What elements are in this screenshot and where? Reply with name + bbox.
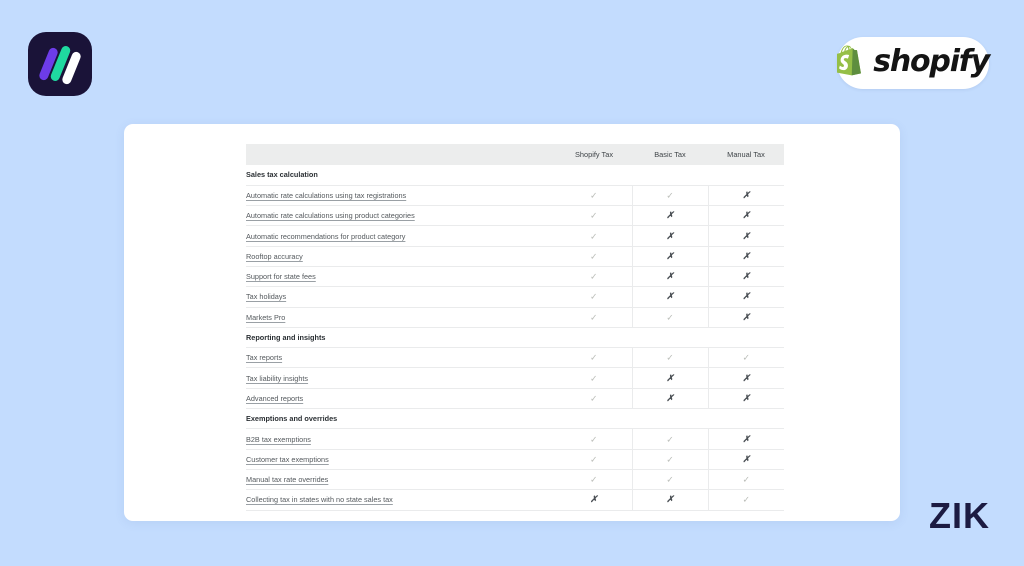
check-icon: ✓ <box>589 271 598 282</box>
check-icon: ✓ <box>589 454 598 465</box>
cross-icon: ✗ <box>742 210 751 221</box>
cross-icon-cell <box>708 449 784 469</box>
feature-label-cell <box>246 388 556 408</box>
check-icon: ✓ <box>589 373 598 384</box>
cross-icon-cell <box>632 388 708 408</box>
check-icon: ✓ <box>589 190 598 201</box>
cross-icon-cell <box>632 368 708 388</box>
cross-icon-cell <box>632 266 708 286</box>
feature-label-cell <box>246 266 556 286</box>
cross-icon-cell <box>632 226 708 246</box>
cross-icon: ✗ <box>666 291 674 302</box>
table-header <box>246 144 784 165</box>
check-icon-cell <box>556 246 632 266</box>
feature-link[interactable]: Automatic recommendations for product category <box>246 231 406 241</box>
feature-link[interactable]: Manual tax rate overrides <box>246 475 329 485</box>
zik-app-icon <box>28 32 92 96</box>
check-icon: ✓ <box>589 231 598 242</box>
check-icon-cell <box>708 490 784 510</box>
table-row <box>246 368 784 388</box>
check-icon-cell <box>632 469 708 489</box>
empty-cell <box>708 327 784 347</box>
feature-label-cell <box>246 226 556 246</box>
feature-link[interactable]: Tax reports <box>246 353 283 363</box>
cross-icon-cell <box>708 185 784 205</box>
cross-icon: ✗ <box>589 494 598 505</box>
table-row <box>246 449 784 469</box>
shopify-logo <box>837 37 989 89</box>
table-row <box>246 307 784 327</box>
check-icon-cell <box>556 185 632 205</box>
cross-icon: ✗ <box>742 453 751 464</box>
check-icon-cell <box>556 266 632 286</box>
cross-icon: ✗ <box>742 291 751 302</box>
tax-plan-comparison-table <box>246 144 784 511</box>
check-icon-cell <box>556 469 632 489</box>
column-header-shopify-tax: Shopify Tax <box>556 144 632 165</box>
feature-link[interactable]: Collecting tax in states with no state sales tax <box>246 495 393 505</box>
check-icon: ✓ <box>589 210 598 221</box>
column-header-basic-tax: Basic Tax <box>632 144 708 165</box>
check-icon-cell <box>556 206 632 226</box>
cross-icon: ✗ <box>742 311 751 322</box>
feature-label-cell <box>246 449 556 469</box>
feature-link[interactable]: Tax holidays <box>246 292 287 302</box>
feature-label-cell <box>246 368 556 388</box>
cross-icon-cell <box>632 206 708 226</box>
cross-icon-cell <box>708 266 784 286</box>
empty-cell <box>632 327 708 347</box>
feature-label-cell <box>246 185 556 205</box>
cross-icon-cell <box>708 246 784 266</box>
check-icon: ✓ <box>589 251 598 262</box>
feature-link[interactable]: Automatic rate calculations using tax registrations <box>246 190 407 200</box>
check-icon-cell <box>632 307 708 327</box>
feature-label-cell <box>246 246 556 266</box>
check-icon-cell <box>708 348 784 368</box>
check-icon-cell <box>556 449 632 469</box>
check-icon: ✓ <box>589 352 598 363</box>
cross-icon: ✗ <box>666 230 674 241</box>
check-icon: ✓ <box>742 474 751 485</box>
check-icon: ✓ <box>666 454 674 465</box>
check-icon: ✓ <box>589 474 598 485</box>
empty-cell <box>708 165 784 185</box>
feature-link[interactable]: Automatic rate calculations using product categories <box>246 211 415 221</box>
check-icon-cell <box>632 185 708 205</box>
feature-link[interactable]: Rooftop accuracy <box>246 251 303 261</box>
cross-icon: ✗ <box>666 210 674 221</box>
cross-icon: ✗ <box>666 372 674 383</box>
cross-icon-cell <box>708 307 784 327</box>
section-label: Exemptions and overrides <box>246 409 556 429</box>
section-label: Reporting and insights <box>246 327 556 347</box>
cross-icon-cell <box>708 287 784 307</box>
cross-icon: ✗ <box>742 250 751 261</box>
cross-icon: ✗ <box>742 271 751 282</box>
column-header-feature <box>246 144 556 165</box>
feature-label-cell <box>246 469 556 489</box>
feature-link[interactable]: Tax liability insights <box>246 373 309 383</box>
table-row <box>246 490 784 510</box>
table-section-row <box>246 327 784 347</box>
zik-wordmark: ZIK <box>929 495 990 536</box>
cross-icon-cell <box>632 287 708 307</box>
table-row <box>246 348 784 368</box>
empty-cell <box>556 327 632 347</box>
table-row <box>246 206 784 226</box>
empty-cell <box>556 165 632 185</box>
check-icon-cell <box>556 348 632 368</box>
feature-label-cell <box>246 348 556 368</box>
table-row <box>246 469 784 489</box>
check-icon: ✓ <box>666 312 674 323</box>
table-section-row <box>246 165 784 185</box>
cross-icon-cell <box>632 246 708 266</box>
check-icon-cell <box>556 429 632 449</box>
shopify-bag-icon <box>837 44 866 82</box>
cross-icon: ✗ <box>666 494 674 505</box>
check-icon: ✓ <box>589 434 598 444</box>
feature-link[interactable]: B2B tax exemptions <box>246 434 311 444</box>
content-card <box>124 124 900 521</box>
feature-link[interactable]: Support for state fees <box>246 272 316 282</box>
check-icon: ✓ <box>666 434 674 444</box>
shopify-wordmark: shopify <box>873 43 989 79</box>
check-icon-cell <box>556 307 632 327</box>
check-icon-cell <box>556 388 632 408</box>
check-icon: ✓ <box>589 291 598 302</box>
cross-icon-cell <box>632 490 708 510</box>
table-row <box>246 246 784 266</box>
check-icon: ✓ <box>589 393 598 404</box>
column-header-manual-tax: Manual Tax <box>708 144 784 165</box>
table-row <box>246 226 784 246</box>
table-row <box>246 388 784 408</box>
check-icon-cell <box>556 368 632 388</box>
feature-link[interactable]: Markets Pro <box>246 312 286 322</box>
cross-icon: ✗ <box>666 392 674 403</box>
cross-icon-cell <box>556 490 632 510</box>
table-row <box>246 429 784 449</box>
empty-cell <box>632 409 708 429</box>
table-body <box>246 165 784 510</box>
feature-label-cell <box>246 206 556 226</box>
check-icon-cell <box>556 287 632 307</box>
feature-link[interactable]: Customer tax exemptions <box>246 454 329 464</box>
check-icon-cell <box>632 449 708 469</box>
check-icon: ✓ <box>742 352 751 363</box>
cross-icon-cell <box>708 388 784 408</box>
check-icon: ✓ <box>742 494 751 505</box>
feature-label-cell <box>246 490 556 510</box>
feature-link[interactable]: Advanced reports <box>246 393 304 403</box>
cross-icon: ✗ <box>666 250 674 261</box>
table-header-row <box>246 144 784 165</box>
cross-icon: ✗ <box>742 372 751 383</box>
cross-icon-cell <box>708 206 784 226</box>
table-row <box>246 266 784 286</box>
cross-icon: ✗ <box>742 189 751 200</box>
table-row <box>246 287 784 307</box>
cross-icon: ✗ <box>666 271 674 282</box>
check-icon-cell <box>632 348 708 368</box>
check-icon-cell <box>632 429 708 449</box>
cross-icon: ✗ <box>742 433 751 444</box>
check-icon: ✓ <box>666 352 674 363</box>
cross-icon-cell <box>708 429 784 449</box>
check-icon: ✓ <box>666 190 674 201</box>
empty-cell <box>556 409 632 429</box>
cross-icon: ✗ <box>742 230 751 241</box>
empty-cell <box>632 165 708 185</box>
cross-icon-cell <box>708 368 784 388</box>
table-section-row <box>246 409 784 429</box>
feature-label-cell <box>246 287 556 307</box>
check-icon-cell <box>708 469 784 489</box>
cross-icon-cell <box>708 226 784 246</box>
table-row <box>246 185 784 205</box>
feature-label-cell <box>246 429 556 449</box>
check-icon: ✓ <box>589 312 598 323</box>
section-label: Sales tax calculation <box>246 165 556 185</box>
check-icon-cell <box>556 226 632 246</box>
feature-label-cell <box>246 307 556 327</box>
check-icon: ✓ <box>666 474 674 485</box>
empty-cell <box>708 409 784 429</box>
cross-icon: ✗ <box>742 392 751 403</box>
